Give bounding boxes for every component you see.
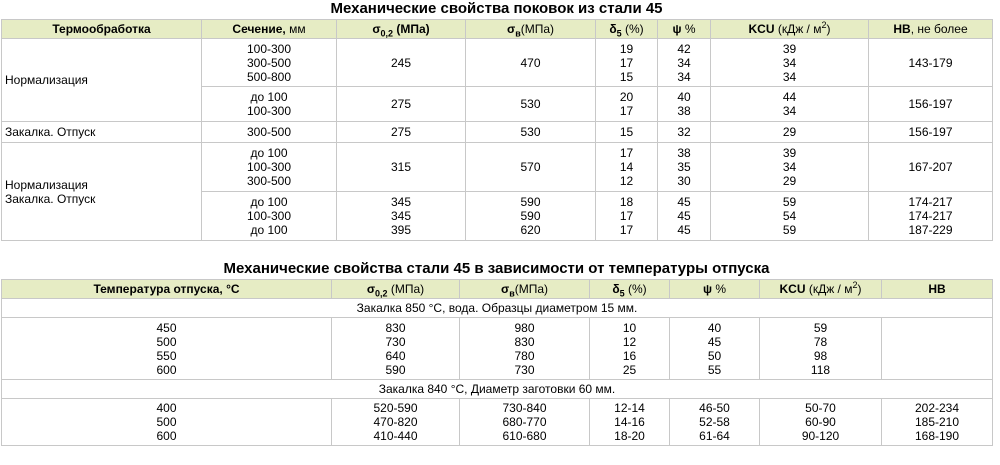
col-delta5: $\delta_5$ (%) — [590, 280, 670, 299]
sigmab-cell: 590 590 620 — [466, 192, 596, 241]
delta5-cell: 10 12 16 25 — [590, 318, 670, 380]
section-cell: до 100 100-300 до 100 — [202, 192, 337, 241]
psi-cell: 46-50 52-58 61-64 — [670, 399, 760, 446]
tempering-properties-table — [1, 279, 993, 446]
col-sigmab: $\sigma_в(МПа)$ — [460, 280, 590, 299]
table-row — [2, 39, 993, 87]
treatment-cell: Нормализация Закалка. Отпуск — [2, 143, 202, 241]
hb-cell: 156-197 — [869, 122, 993, 143]
psi-cell: 40 45 50 55 — [670, 318, 760, 380]
psi-cell: 38 35 30 — [658, 143, 711, 192]
sigma02-cell: 345 345 395 — [337, 192, 466, 241]
table-row — [2, 122, 993, 143]
section-header-row — [2, 299, 993, 318]
treatment-cell: Нормализация — [2, 39, 202, 122]
col-temperature: Температура отпуска, °С — [2, 280, 332, 299]
col-psi: ψ % — [670, 280, 760, 299]
kcu-cell: 59 54 59 — [711, 192, 869, 241]
section-label: Закалка 850 °С, вода. Образцы диаметром 15 мм. — [2, 299, 993, 318]
delta5-cell: 17 14 12 — [596, 143, 658, 192]
section-cell: 100-300 300-500 500-800 — [202, 39, 337, 87]
table-row — [2, 399, 993, 446]
hb-cell: 156-197 — [869, 87, 993, 122]
col-psi: ψ % — [658, 20, 711, 39]
sigma02-cell: 275 — [337, 87, 466, 122]
psi-cell: 45 45 45 — [658, 192, 711, 241]
hb-cell — [882, 318, 993, 380]
section-cell: 300-500 — [202, 122, 337, 143]
col-sigmab: $\sigma_в(МПа)$ — [466, 20, 596, 39]
delta5-cell: 15 — [596, 122, 658, 143]
sigma02-cell: 315 — [337, 143, 466, 192]
table1-title: Механические свойства поковок из стали 45 — [330, 0, 663, 17]
psi-cell: 32 — [658, 122, 711, 143]
sigmab-cell: 530 — [466, 122, 596, 143]
table-row — [2, 318, 993, 380]
sigma02-cell: 520-590 470-820 410-440 — [332, 399, 460, 446]
temperature-cell: 400 500 600 — [2, 399, 332, 446]
delta5-cell: 18 17 17 — [596, 192, 658, 241]
sigmab-cell: 530 — [466, 87, 596, 122]
hb-cell: 174-217 174-217 187-229 — [869, 192, 993, 241]
delta5-cell: 19 17 15 — [596, 39, 658, 87]
kcu-cell: 39 34 34 — [711, 39, 869, 87]
sigmab-cell: 470 — [466, 39, 596, 87]
delta5-cell: 20 17 — [596, 87, 658, 122]
hb-cell: 167-207 — [869, 143, 993, 192]
col-treatment: Термообработка — [2, 20, 202, 39]
temperature-cell: 450 500 550 600 — [2, 318, 332, 380]
col-delta5: $\delta_5$ (%) — [596, 20, 658, 39]
table2-title: Механические свойства стали 45 в зависимости от температуры отпуска — [223, 260, 770, 277]
kcu-cell: 50-70 60-90 90-120 — [760, 399, 882, 446]
kcu-cell: 44 34 — [711, 87, 869, 122]
sigma02-cell: 245 — [337, 39, 466, 87]
col-sigma02: $\sigma_{0,2}$ (МПа) — [332, 280, 460, 299]
sigma02-cell: 830 730 640 590 — [332, 318, 460, 380]
sigma02-cell: 275 — [337, 122, 466, 143]
kcu-cell: 39 34 29 — [711, 143, 869, 192]
table-header-row — [2, 20, 993, 39]
hb-cell: 202-234 185-210 168-190 — [882, 399, 993, 446]
table-row — [2, 143, 993, 192]
sigmab-cell: 730-840 680-770 610-680 — [460, 399, 590, 446]
kcu-cell: 29 — [711, 122, 869, 143]
psi-cell: 42 34 34 — [658, 39, 711, 87]
section-cell: до 100 100-300 300-500 — [202, 143, 337, 192]
psi-cell: 40 38 — [658, 87, 711, 122]
col-kcu: KCU $(кДж / м^2)$ — [711, 20, 869, 39]
table-header-row — [2, 280, 993, 299]
col-section: Сечение, мм — [202, 20, 337, 39]
sigmab-cell: 570 — [466, 143, 596, 192]
forgings-properties-table — [1, 19, 993, 241]
delta5-cell: 12-14 14-16 18-20 — [590, 399, 670, 446]
kcu-cell: 59 78 98 118 — [760, 318, 882, 380]
treatment-cell: Закалка. Отпуск — [2, 122, 202, 143]
sigmab-cell: 980 830 780 730 — [460, 318, 590, 380]
hb-cell: 143-179 — [869, 39, 993, 87]
col-sigma02: $\sigma_{0,2}$ (МПа) — [337, 20, 466, 39]
col-hb: HB, не более — [869, 20, 993, 39]
col-hb: HB — [882, 280, 993, 299]
section-cell: до 100 100-300 — [202, 87, 337, 122]
section-label: Закалка 840 °С, Диаметр заготовки 60 мм. — [2, 380, 993, 399]
section-header-row — [2, 380, 993, 399]
col-kcu: KCU $(кДж / м^2)$ — [760, 280, 882, 299]
